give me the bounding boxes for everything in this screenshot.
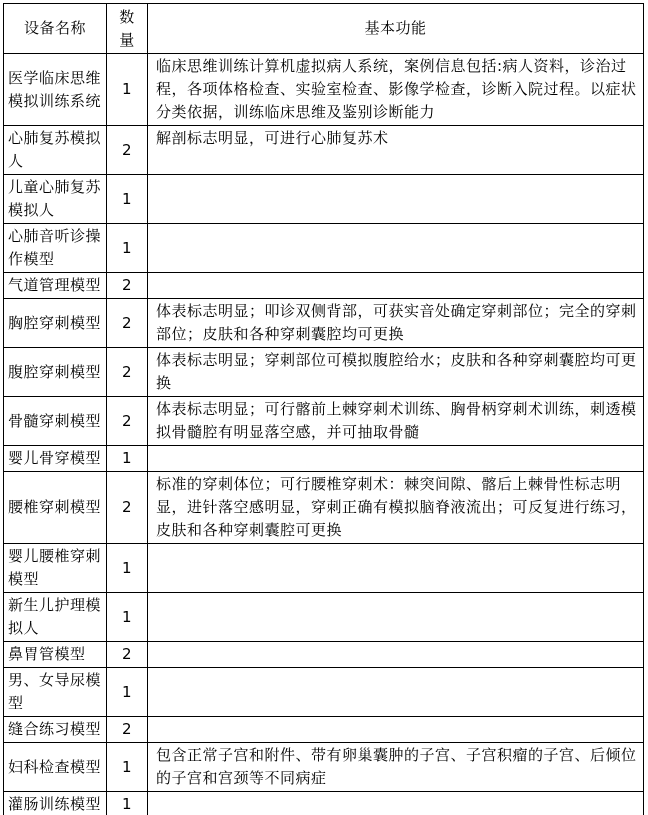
table-row — [4, 54, 644, 126]
equipment-name-cell: 婴儿骨穿模型 — [4, 446, 107, 472]
basic-function-cell: 体表标志明显；可行髂前上棘穿刺术训练、胸骨柄穿刺术训练，刺透模拟骨髓腔有明显落空感，并可抽取骨髓 — [148, 397, 644, 446]
quantity-cell: 1 — [107, 446, 148, 472]
table-header — [4, 4, 644, 54]
basic-function-cell — [148, 792, 644, 815]
header-equipment-name: 设备名称 — [4, 4, 107, 54]
table-row — [4, 299, 644, 348]
basic-function-cell: 体表标志明显；穿刺部位可模拟腹腔给水；皮肤和各种穿刺囊腔均可更换 — [148, 348, 644, 397]
equipment-name-cell: 男、女导尿模型 — [4, 668, 107, 717]
quantity-cell: 2 — [107, 126, 148, 175]
equipment-name-cell: 儿童心肺复苏模拟人 — [4, 175, 107, 224]
basic-function-cell: 临床思维训练计算机虚拟病人系统，案例信息包括:病人资料，诊治过程，各项体格检查、实验室检查、影像学检查，诊断入院过程。以症状分类依据，训练临床思维及鉴别诊断能力 — [148, 54, 644, 126]
basic-function-cell: 解剖标志明显，可进行心肺复苏术 — [148, 126, 644, 175]
equipment-name-cell: 腰椎穿刺模型 — [4, 472, 107, 544]
table-row — [4, 544, 644, 593]
basic-function-cell — [148, 593, 644, 642]
equipment-table — [3, 3, 644, 815]
quantity-cell: 2 — [107, 273, 148, 299]
equipment-name-cell: 妇科检查模型 — [4, 743, 107, 792]
header-basic-function: 基本功能 — [148, 4, 644, 54]
quantity-cell: 1 — [107, 743, 148, 792]
equipment-name-cell: 心肺音听诊操作模型 — [4, 224, 107, 273]
equipment-name-cell: 心肺复苏模拟人 — [4, 126, 107, 175]
equipment-name-cell: 新生儿护理模拟人 — [4, 593, 107, 642]
header-row — [4, 4, 644, 54]
table-row — [4, 397, 644, 446]
quantity-cell: 2 — [107, 397, 148, 446]
table-row — [4, 743, 644, 792]
equipment-name-cell: 鼻胃管模型 — [4, 642, 107, 668]
quantity-cell: 2 — [107, 472, 148, 544]
table-row — [4, 717, 644, 743]
quantity-cell: 2 — [107, 717, 148, 743]
table-row — [4, 642, 644, 668]
basic-function-cell — [148, 544, 644, 593]
quantity-cell: 1 — [107, 668, 148, 717]
equipment-name-cell: 婴儿腰椎穿刺模型 — [4, 544, 107, 593]
equipment-name-cell: 胸腔穿刺模型 — [4, 299, 107, 348]
basic-function-cell: 包含正常子宫和附件、带有卵巢囊肿的子宫、子宫积瘤的子宫、后倾位的子宫和宫颈等不同病症 — [148, 743, 644, 792]
table-row — [4, 273, 644, 299]
quantity-cell: 2 — [107, 299, 148, 348]
header-quantity: 数量 — [107, 4, 148, 54]
basic-function-cell — [148, 224, 644, 273]
table-row — [4, 446, 644, 472]
basic-function-cell — [148, 175, 644, 224]
basic-function-cell — [148, 446, 644, 472]
quantity-cell: 1 — [107, 792, 148, 815]
basic-function-cell: 体表标志明显；叩诊双侧背部，可获实音处确定穿刺部位；完全的穿刺部位；皮肤和各种穿刺囊腔均可更换 — [148, 299, 644, 348]
quantity-cell: 1 — [107, 544, 148, 593]
equipment-name-cell: 缝合练习模型 — [4, 717, 107, 743]
equipment-name-cell: 灌肠训练模型 — [4, 792, 107, 815]
quantity-cell: 1 — [107, 54, 148, 126]
quantity-cell: 2 — [107, 642, 148, 668]
table-row — [4, 175, 644, 224]
table-row — [4, 348, 644, 397]
equipment-name-cell: 骨髓穿刺模型 — [4, 397, 107, 446]
table-row — [4, 224, 644, 273]
table-row — [4, 593, 644, 642]
table-row — [4, 792, 644, 815]
quantity-cell: 2 — [107, 348, 148, 397]
table-row — [4, 472, 644, 544]
basic-function-cell — [148, 668, 644, 717]
quantity-cell: 1 — [107, 175, 148, 224]
table-row — [4, 668, 644, 717]
equipment-name-cell: 腹腔穿刺模型 — [4, 348, 107, 397]
basic-function-cell — [148, 717, 644, 743]
equipment-name-cell: 医学临床思维模拟训练系统 — [4, 54, 107, 126]
quantity-cell: 1 — [107, 593, 148, 642]
equipment-name-cell: 气道管理模型 — [4, 273, 107, 299]
basic-function-cell — [148, 642, 644, 668]
basic-function-cell — [148, 273, 644, 299]
table-body — [4, 54, 644, 815]
table-row — [4, 126, 644, 175]
quantity-cell: 1 — [107, 224, 148, 273]
basic-function-cell: 标准的穿刺体位；可行腰椎穿刺术：棘突间隙、髂后上棘骨性标志明显，进针落空感明显，穿刺正确有模拟脑脊液流出；可反复进行练习，皮肤和各种穿刺囊腔可更换 — [148, 472, 644, 544]
